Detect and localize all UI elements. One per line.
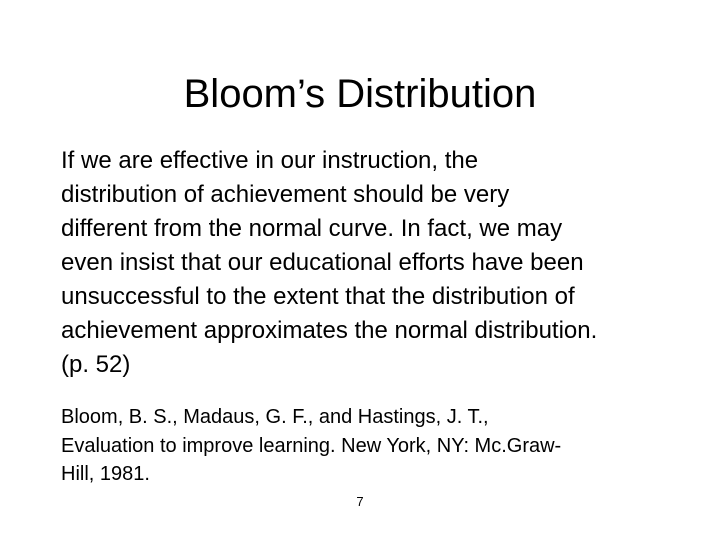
page-number: 7 [356, 494, 364, 509]
quote-line: (p. 52) [61, 351, 131, 378]
quote-paragraph [61, 144, 711, 382]
quote-line: even insist that our educational efforts have been [61, 249, 584, 276]
slide-title: Bloom’s Distribution [183, 72, 537, 116]
quote-line: unsuccessful to the extent that the distribution of [61, 283, 575, 310]
quote-line: distribution of achievement should be very [61, 181, 510, 208]
citation-line: Bloom, B. S., Madaus, G. F., and Hastings, J. T., [61, 406, 489, 428]
quote-line: different from the normal curve. In fact, we may [61, 215, 563, 242]
quote-line: achievement approximates the normal distribution. [61, 317, 598, 344]
citation [61, 403, 701, 489]
citation-line: Hill, 1981. [61, 463, 150, 485]
quote-line: If we are effective in our instruction, the [61, 147, 479, 174]
citation-line: Evaluation to improve learning. New York, NY: Mc.Graw- [61, 434, 562, 457]
